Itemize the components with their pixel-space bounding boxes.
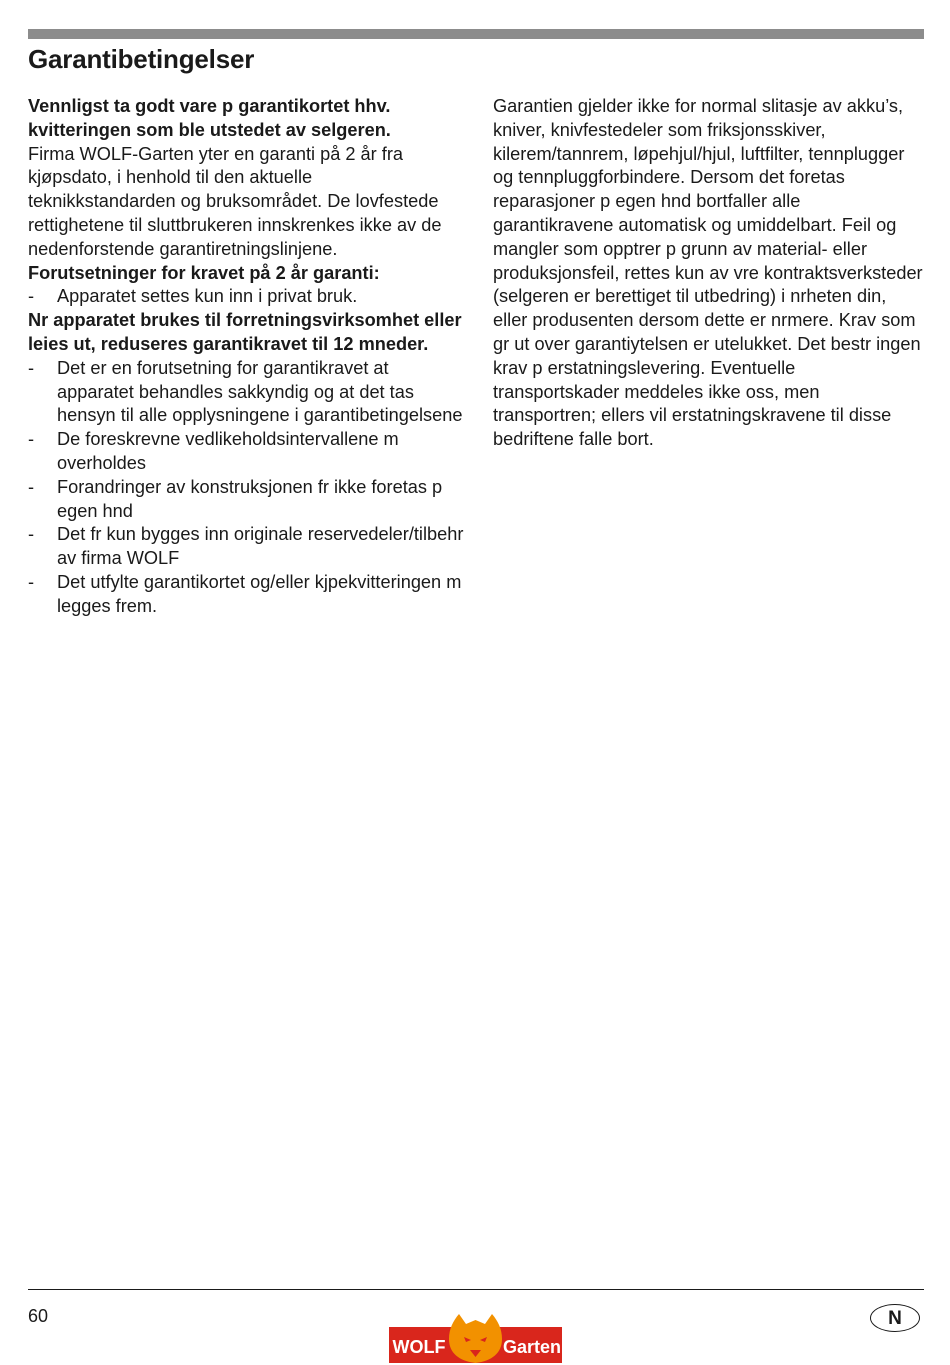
list-item-text: Det er en forutsetning for garantikravet at apparatet behandles sakkyndig og at det tas hensyn til alle opplysningene i garantibetingelsene [57,357,463,426]
business-use-note: Nr apparatet brukes til forretningsvirksomhet eller leies ut, reduseres garantikravet til 12 mneder. [28,310,462,354]
list-item [28,428,464,476]
list-item [28,571,464,619]
left-column [28,95,464,619]
wolf-garten-logo [389,1311,562,1363]
logo-text-right: Garten [502,1337,562,1357]
list-dash: - [28,429,35,450]
page-title: Garantibetingelser [28,44,255,74]
list-item-text: Det fr kun bygges inn originale reservedeler/tilbehr av firma WOLF [57,524,464,569]
exclusions-text: Garantien gjelder ikke for normal slitasje av akku’s, kniver, knivfestedeler som friksjonsskiver, kilerem/tannrem, løpehjul/hjul, luftfilter, tennplugger og tennpluggforbindere. Dersom det foretas reparasjoner p egen hnd bortfaller alle garantikravene automatisk og umiddelbart. Feil og mangler som opptrer p grunn av material- eller produksjonsfeil, rettes kun av vre kontraktsverksteder (selgeren er berettiget til utbedring) i nrheten din, eller produsenten dersom dette er nrmere. Krav som gr ut over garantiytelsen er utelukket. Det bestr ingen krav p erstatningslevering. Eventuelle transportskader meddeles ikke oss, men transportren; ellers vil erstatningskravene til disse bedriftene falle bort. [493,96,923,450]
list-dash: - [28,357,35,378]
list-item-text: De foreskrevne vedlikeholdsintervallene m overholdes [57,429,399,473]
page-number: 60 [28,1306,49,1326]
top-rule-bar [28,29,924,39]
list-item-text: Forandringer av konstruksjonen fr ikke foretas p egen hnd [57,476,443,521]
logo-text-left: WOLF [392,1337,446,1357]
list-dash: - [28,286,35,307]
list-item-text: Det utfylte garantikortet og/eller kjpekvitteringen m legges frem. [57,571,462,616]
conditions-heading: Forutsetninger for kravet på 2 år garanti: [28,262,380,283]
list-dash: - [28,524,35,545]
list-item-text: Apparatet settes kun inn i privat bruk. [57,286,358,307]
right-column [493,95,925,452]
intro-bold-text: Vennligst ta godt vare p garantikortet hhv. kvitteringen som ble utstedet av selgeren. [28,96,391,140]
footer-rule [28,1289,924,1290]
list-item [28,523,464,571]
language-badge: N [870,1304,920,1332]
list-dash: - [28,571,35,592]
list-item [28,357,464,428]
list-item-private-use [28,285,464,309]
list-item [28,476,464,524]
list-dash: - [28,476,35,497]
intro-text: Firma WOLF-Garten yter en garanti på 2 år fra kjøpsdato, i henhold til den aktuelle teknikkstandarden og bruksområdet. De lovfestede rettighetene til sluttbrukeren innskrenkes ikke av de nedenforstende garantiretningslinjene. [28,143,442,259]
